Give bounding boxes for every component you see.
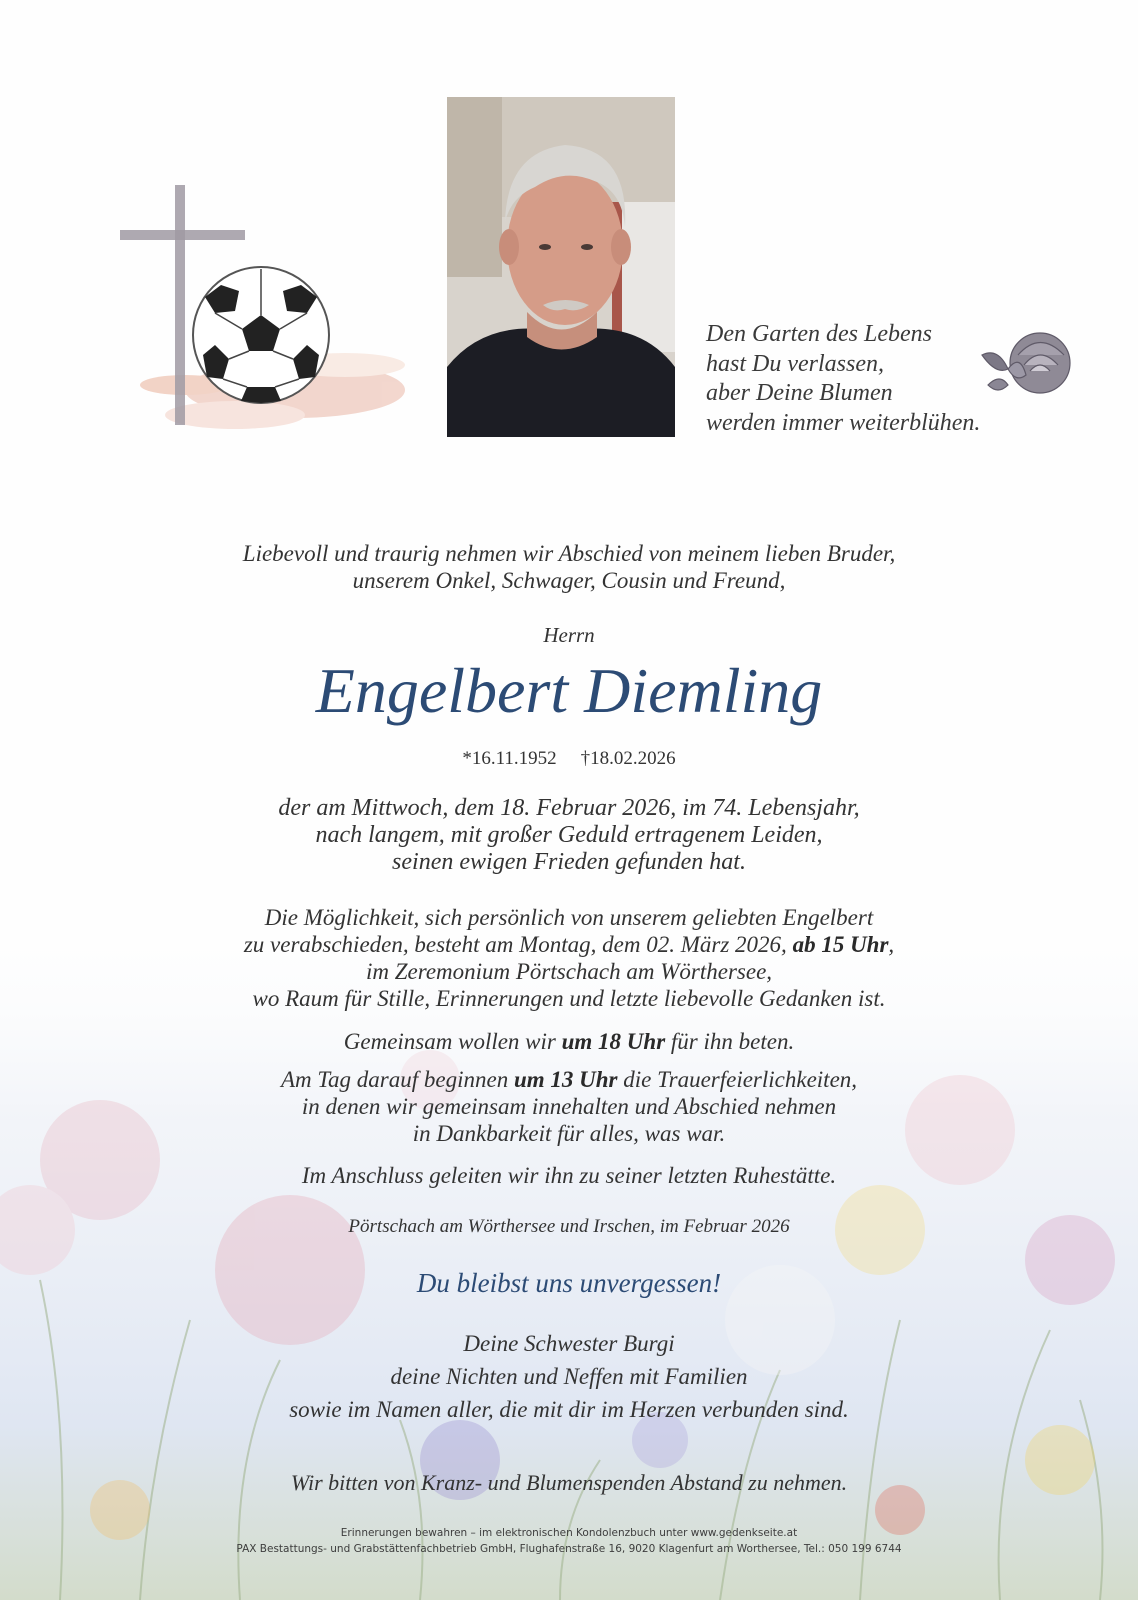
place-date: Pörtschach am Wörthersee und Irschen, im Februar 2026 <box>348 1216 790 1237</box>
portrait-photo <box>447 97 675 437</box>
prayer-time: um 18 Uhr <box>561 1029 666 1054</box>
intro-line: unserem Onkel, Schwager, Cousin und Freund, <box>352 568 786 593</box>
footer-condolence-line: Erinnerungen bewahren – im elektronischen Kondolenzbuch unter www.gedenkseite.at <box>340 1527 798 1539</box>
intro-line: Liebevoll und traurig nehmen wir Abschied von meinem lieben Bruder, <box>242 541 896 566</box>
farewell-punct: , <box>888 932 895 957</box>
prayer-paragraph <box>0 1028 1138 1055</box>
birth-date: *16.11.1952 <box>462 748 557 769</box>
quote-line: hast Du verlassen, <box>706 350 884 377</box>
death-date: †18.02.2026 <box>580 748 676 769</box>
deceased-name: Engelbert Diemling <box>315 655 823 726</box>
ceremony-line <box>0 1066 1138 1093</box>
family-signature <box>0 1327 1138 1426</box>
life-dates <box>0 748 1138 770</box>
ceremony-line: in denen wir gemeinsam innehalten und Abschied nehmen <box>301 1094 837 1119</box>
ceremony-paragraph <box>0 1066 1138 1147</box>
ceremony-post: die Trauerfeierlichkeiten, <box>623 1067 858 1092</box>
footer-company-line: PAX Bestattungs- und Grabstättenfachbetrieb GmbH, Flughafenstraße 16, 9020 Klagenfurt am Worthersee, Tel.: 050 199 6744 <box>236 1543 902 1555</box>
footer <box>0 1525 1138 1557</box>
farewell-line <box>0 931 1138 958</box>
family-line: deine Nichten und Neffen mit Familien <box>390 1364 748 1389</box>
intro-text <box>0 540 1138 594</box>
farewell-line: Die Möglichkeit, sich persönlich von unserem geliebten Engelbert <box>264 905 874 930</box>
death-notice-line: der am Mittwoch, dem 18. Februar 2026, im 74. Lebensjahr, <box>278 795 860 821</box>
death-notice <box>0 795 1138 876</box>
family-line: Deine Schwester Burgi <box>463 1331 675 1356</box>
farewell-time: ab 15 Uhr <box>792 932 889 957</box>
remembrance-heading: Du bleibst uns unvergessen! <box>416 1268 722 1298</box>
farewell-line: im Zeremonium Pörtschach am Wörthersee, <box>365 959 773 984</box>
death-notice-line: nach langem, mit großer Geduld ertragenem Leiden, <box>315 822 823 848</box>
family-line: sowie im Namen aller, die mit dir im Herzen verbunden sind. <box>289 1397 849 1422</box>
ceremony-time: um 13 Uhr <box>513 1067 618 1092</box>
quote-line: aber Deine Blumen <box>706 380 893 406</box>
quote-line: Den Garten des Lebens <box>706 321 932 347</box>
ceremony-pre: Am Tag darauf beginnen <box>280 1067 509 1092</box>
salutation: Herrn <box>543 623 595 647</box>
cross-football-illustration <box>115 180 425 465</box>
prayer-pre: Gemeinsam wollen wir <box>343 1029 556 1054</box>
quote-line: werden immer weiterblühen. <box>706 409 981 436</box>
prayer-line <box>0 1028 1138 1055</box>
no-flowers-request: Wir bitten von Kranz- und Blumenspenden Abstand zu nehmen. <box>290 1470 848 1495</box>
death-notice-line: seinen ewigen Frieden gefunden hat. <box>392 849 746 875</box>
ceremony-line: in Dankbarkeit für alles, was war. <box>412 1121 726 1146</box>
farewell-paragraph <box>0 904 1138 1012</box>
rose-butterfly-icon <box>978 325 1080 411</box>
farewell-date-text: zu verabschieden, besteht am Montag, dem 02. März 2026, <box>243 932 787 957</box>
farewell-line: wo Raum für Stille, Erinnerungen und letzte liebevolle Gedanken ist. <box>252 986 886 1011</box>
burial-text: Im Anschluss geleiten wir ihn zu seiner letzten Ruhestätte. <box>301 1163 837 1188</box>
prayer-post: für ihn beten. <box>670 1029 795 1054</box>
